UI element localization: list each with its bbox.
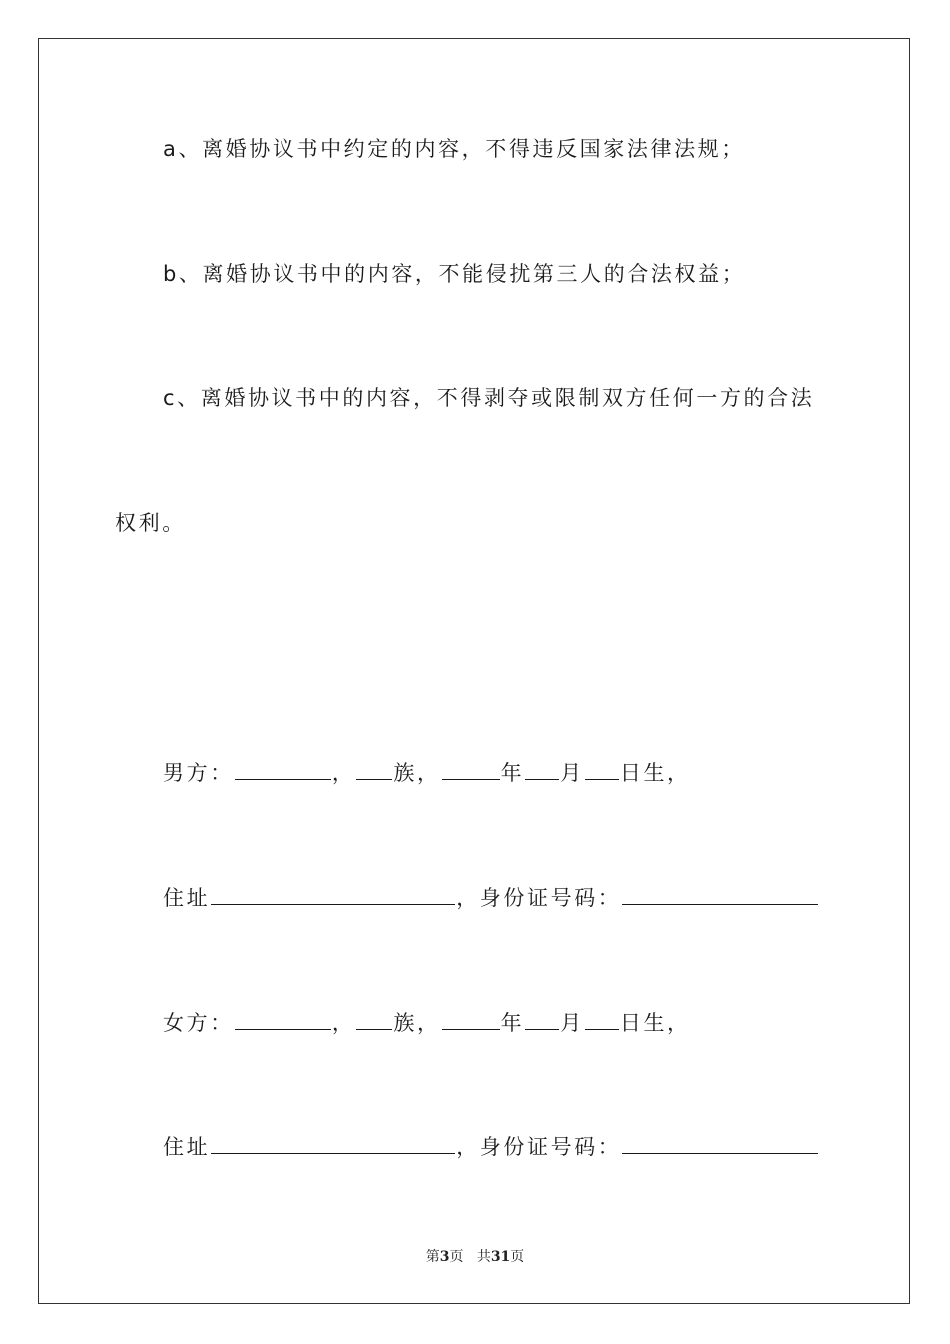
clause-c: c、离婚协议书中的内容，不得剥夺或限制双方任何一方的合法	[163, 386, 815, 410]
female-comma: ，	[331, 1011, 356, 1035]
male-comma: ，	[331, 761, 356, 785]
female-address-blank[interactable]	[211, 1135, 455, 1154]
male-label: 男方：	[163, 761, 234, 785]
female-year-suffix: 年	[500, 1011, 525, 1035]
female-day-blank[interactable]	[585, 1011, 619, 1030]
male-day-blank[interactable]	[585, 761, 619, 780]
footer-total-prefix: 共	[476, 1249, 491, 1265]
female-ethnicity-suffix: 族，	[393, 1011, 441, 1035]
female-year-blank[interactable]	[442, 1011, 500, 1030]
footer-total-suffix: 页	[510, 1249, 525, 1265]
female-id-label: ，身份证号码：	[456, 1135, 622, 1159]
male-info-line	[163, 758, 691, 788]
page-footer	[0, 1247, 950, 1267]
female-day-suffix: 日生，	[619, 1011, 691, 1035]
male-ethnicity-blank[interactable]	[356, 761, 392, 780]
male-address-label: 住址	[163, 886, 211, 910]
clause-c-continuation: 权利。	[115, 511, 186, 535]
male-year-blank[interactable]	[442, 761, 500, 780]
female-info-line	[163, 1008, 691, 1038]
page-border	[38, 38, 910, 1304]
female-address-label: 住址	[163, 1135, 211, 1159]
male-year-suffix: 年	[500, 761, 525, 785]
female-month-blank[interactable]	[525, 1011, 559, 1030]
male-name-blank[interactable]	[235, 761, 331, 780]
female-id-blank[interactable]	[622, 1135, 818, 1154]
male-address-blank[interactable]	[211, 886, 455, 905]
male-ethnicity-suffix: 族，	[393, 761, 441, 785]
male-id-blank[interactable]	[622, 886, 818, 905]
footer-page-total: 31	[490, 1249, 511, 1265]
male-month-suffix: 月	[560, 761, 584, 785]
female-name-blank[interactable]	[235, 1011, 331, 1030]
male-address-line	[163, 883, 819, 913]
female-label: 女方：	[163, 1011, 234, 1035]
female-address-line	[163, 1132, 819, 1162]
clause-b: b、离婚协议书中的内容，不能侵扰第三人的合法权益；	[163, 262, 746, 286]
female-ethnicity-blank[interactable]	[356, 1011, 392, 1030]
female-month-suffix: 月	[560, 1011, 584, 1035]
male-month-blank[interactable]	[525, 761, 559, 780]
footer-page-suffix: 页	[449, 1249, 464, 1265]
clause-a: a、离婚协议书中约定的内容，不得违反国家法律法规；	[163, 137, 745, 161]
footer-page-prefix: 第	[425, 1249, 440, 1265]
male-day-suffix: 日生，	[619, 761, 691, 785]
footer-page-current: 3	[439, 1249, 450, 1265]
male-id-label: ，身份证号码：	[456, 886, 622, 910]
